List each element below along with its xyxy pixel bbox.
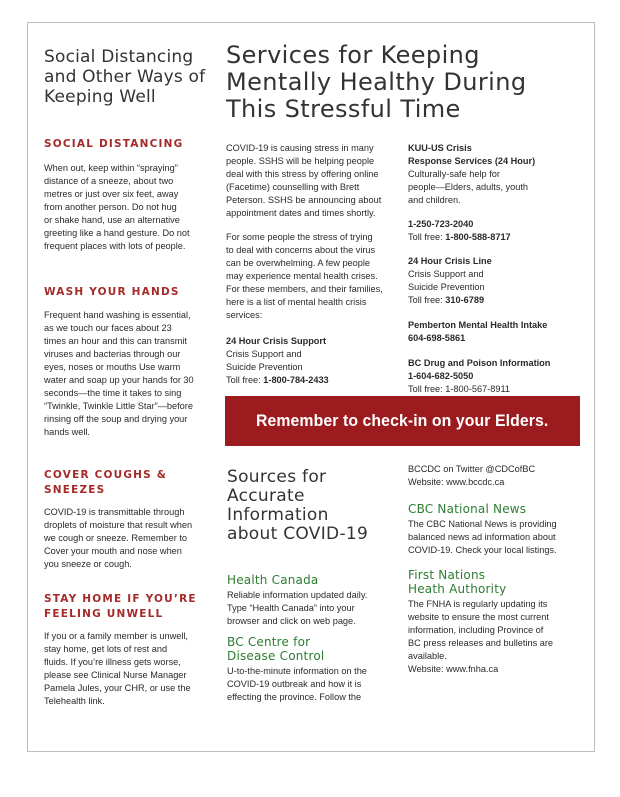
body-line: COVID-19 is transmittable through — [44, 507, 185, 517]
services-title-line: Mentally Healthy During — [226, 68, 527, 96]
body-line: stay home, get lots of rest and — [44, 644, 168, 654]
phone-number[interactable]: 1-250-723-2040 — [408, 219, 474, 229]
body-line: as we touch our faces about 23 — [44, 323, 172, 333]
services-title-line: This Stressful Time — [226, 95, 461, 123]
body-line: hands well. — [44, 427, 90, 437]
body-line: Culturally-safe help for — [408, 169, 500, 179]
bc-drug-title: BC Drug and Poison Information — [408, 358, 551, 368]
left-title — [44, 47, 219, 107]
body-line: effecting the province. Follow the — [227, 692, 362, 702]
source-bccdc-continued — [408, 463, 588, 489]
body-line: droplets of moisture that result when — [44, 520, 193, 530]
body-line: “Twinkle, Twinkle Little Star”—before — [44, 401, 193, 411]
body-line: services: — [226, 310, 263, 320]
crisis-line-toll — [408, 294, 583, 307]
body-line: people. SSHS will be helping people — [226, 156, 375, 166]
source-fnha — [408, 568, 588, 676]
phone-number[interactable]: 604-698-5861 — [408, 333, 466, 343]
body-line: to deal with concerns about the virus — [226, 245, 376, 255]
source-heading: Health Canada — [227, 573, 319, 587]
body-line: appointment dates and times shortly. — [226, 208, 376, 218]
body-line: can be overwhelming. A few people — [226, 258, 371, 268]
phone-number[interactable]: 1-604-682-5050 — [408, 371, 474, 381]
fnha-website[interactable]: Website: www.fnha.ca — [408, 664, 499, 674]
source-bccdc — [227, 635, 405, 704]
services-intro — [226, 142, 404, 387]
section-heading: WASH YOUR HANDS — [44, 286, 180, 298]
section-stay-home — [44, 592, 219, 708]
body-line: Reliable information updated daily. — [227, 590, 368, 600]
body-line: people—Elders, adults, youth — [408, 182, 529, 192]
body-line: deal with this stress by offering online — [226, 169, 379, 179]
section-heading: SOCIAL DISTANCING — [44, 138, 184, 150]
elders-banner — [225, 396, 580, 446]
sources-title-line: about COVID-19 — [227, 524, 369, 544]
services-right-list — [408, 142, 583, 396]
section-heading: COVER COUGHS & SNEEZES — [44, 469, 168, 496]
body-line: Suicide Prevention — [226, 362, 303, 372]
sources-title — [227, 468, 402, 544]
body-line: information, including Province of — [408, 625, 544, 635]
phone-number[interactable]: 1-800-784-2433 — [263, 375, 329, 385]
sources-title-line: Information — [227, 505, 329, 525]
source-heading: BC Centre for — [227, 635, 311, 649]
sources-title-line: Sources for — [227, 467, 327, 487]
body-line: balanced news ad information about — [408, 532, 556, 542]
source-heading: CBC National News — [408, 502, 527, 516]
sources-title-line: Accurate — [227, 486, 305, 506]
kuu-us-title: KUU-US Crisis — [408, 143, 472, 153]
body-line: Pamela Jules, your CHR, or use the — [44, 683, 191, 693]
body-line: available. — [408, 651, 447, 661]
body-line: browser and click on web page. — [227, 616, 356, 626]
toll-label: Toll free: — [408, 295, 446, 305]
body-line: fluids. If you’re illness gets worse, — [44, 657, 181, 667]
phone-number[interactable]: 1-800-588-8717 — [445, 232, 511, 242]
body-line: or shake hand, use an alternative — [44, 215, 180, 225]
banner-text: Remember to check-in on your Elders. — [256, 411, 549, 430]
section-social-distancing — [44, 137, 219, 253]
body-line: COVID-19 is causing stress in many — [226, 143, 374, 153]
body-line: BC press releases and bulletins are — [408, 638, 554, 648]
body-line: from another person. Do not hug — [44, 202, 177, 212]
body-line: Suicide Prevention — [408, 282, 485, 292]
body-line: seconds—the time it takes to sing — [44, 388, 182, 398]
body-line: please see Clinical Nurse Manager — [44, 670, 187, 680]
body-line: BCCDC on Twitter @CDCofBC — [408, 464, 536, 474]
body-line: Peterson. SSHS be announcing about — [226, 195, 382, 205]
left-title-line: Keeping Well — [44, 87, 156, 107]
body-line: rinsing off the soup and drying your — [44, 414, 188, 424]
kuu-us-title: Response Services (24 Hour) — [408, 156, 536, 166]
section-heading: STAY HOME IF YOU’RE — [44, 593, 197, 605]
source-heading: Disease Control — [227, 649, 325, 663]
body-line: greeting like a hand gesture. Do not — [44, 228, 190, 238]
body-line: and children. — [408, 195, 461, 205]
crisis-support-title: 24 Hour Crisis Support — [226, 336, 327, 346]
body-line: Crisis Support and — [408, 269, 484, 279]
section-wash-hands — [44, 285, 219, 439]
section-heading: FEELING UNWELL — [44, 608, 164, 620]
body-line: website to ensure the most current — [408, 612, 549, 622]
services-title — [226, 42, 586, 123]
body-line: The CBC National News is providing — [408, 519, 557, 529]
body-line: frequent places with lots of people. — [44, 241, 186, 251]
source-heading: First Nations — [408, 568, 486, 582]
body-line: COVID-19 outbreak and how it is — [227, 679, 362, 689]
body-line: distance of a sneeze, about two — [44, 176, 174, 186]
body-line: water and soap up your hands for 30 — [44, 375, 194, 385]
body-line: Website: www.bccdc.ca — [408, 477, 505, 487]
left-title-line: Social Distancing — [44, 47, 194, 67]
services-title-line: Services for Keeping — [226, 41, 480, 69]
source-health-canada — [227, 573, 405, 628]
body-line: Crisis Support and — [226, 349, 302, 359]
bc-drug-toll: Toll free: 1-800-567-8911 — [408, 384, 510, 394]
body-line: Type “Health Canada” into your — [227, 603, 355, 613]
body-line: Frequent hand washing is essential, — [44, 310, 191, 320]
left-title-line: and Other Ways of — [44, 67, 206, 87]
body-line: we cough or sneeze. Remember to — [44, 533, 187, 543]
body-line: metres or just over six feet, away — [44, 189, 179, 199]
pemberton-title: Pemberton Mental Health Intake — [408, 320, 548, 330]
kuu-us-toll — [408, 231, 583, 244]
body-line: (Facetime) counselling with Brett — [226, 182, 360, 192]
body-line: Telehealth link. — [44, 696, 105, 706]
body-line: you sneeze or cough. — [44, 559, 132, 569]
body-line: eyes, noses or mouths Use warm — [44, 362, 181, 372]
source-cbc — [408, 502, 588, 557]
crisis-support-toll — [226, 374, 404, 387]
body-line: here is a list of mental health crisis — [226, 297, 367, 307]
source-heading: Heath Authority — [408, 582, 507, 596]
body-line: The FNHA is regularly updating its — [408, 599, 548, 609]
body-line: For these members, and their families, — [226, 284, 383, 294]
body-line: Cover your mouth and nose when — [44, 546, 182, 556]
phone-number[interactable]: 310-6789 — [445, 295, 485, 305]
section-cover-coughs — [44, 468, 219, 571]
toll-label: Toll free: — [408, 232, 446, 242]
body-line: When out, keep within “spraying” — [44, 163, 178, 173]
body-line: viruses and bacterias through our — [44, 349, 181, 359]
body-line: For some people the stress of trying — [226, 232, 373, 242]
body-line: may experience mental health crises. — [226, 271, 378, 281]
toll-label: Toll free: — [226, 375, 264, 385]
crisis-line-title: 24 Hour Crisis Line — [408, 256, 492, 266]
body-line: U-to-the-minute information on the — [227, 666, 367, 676]
body-line: times an hour and this can transmit — [44, 336, 187, 346]
body-line: COVID-19. Check your local listings. — [408, 545, 557, 555]
body-line: If you or a family member is unwell, — [44, 631, 188, 641]
